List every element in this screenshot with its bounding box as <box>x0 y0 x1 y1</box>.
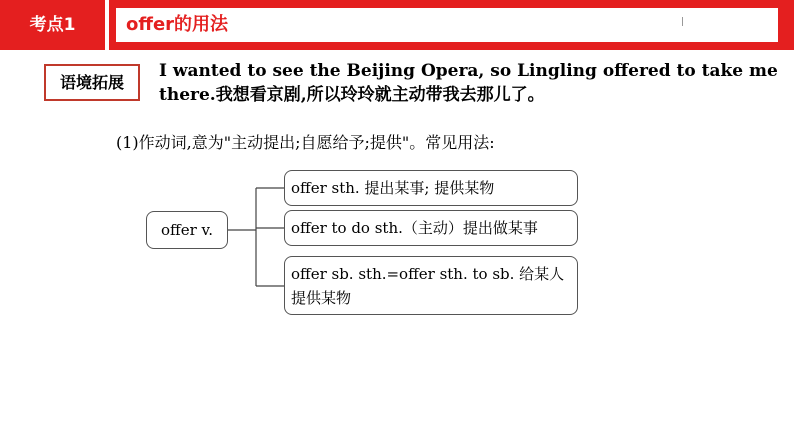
example-sentence: I wanted to see the Beijing Opera, so Lingling offered to take me there.我想看京剧,所以玲玲就主动带我去那儿了。 <box>159 61 778 105</box>
context-badge-label: 语境拓展 <box>59 73 124 92</box>
diagram-branch-label: offer to do sth.（主动）提出做某事 <box>291 219 538 237</box>
diagram-branch-node <box>284 170 578 206</box>
diagram-branch-node <box>284 210 578 246</box>
diagram-branch-label: offer sth. 提出某事; 提供某物 <box>291 179 495 197</box>
diagram-branch-label: offer sb. sth.=offer sth. to sb. 给某人提供某物 <box>291 265 565 307</box>
section-title: offer的用法 <box>126 14 229 35</box>
section-tag-label: 考点1 <box>29 15 76 35</box>
diagram-root-node <box>146 211 228 249</box>
diagram-branch-node <box>284 256 578 315</box>
diagram-root-label: offer v. <box>161 221 213 239</box>
usage-intro: (1)作动词,意为"主动提出;自愿给予;提供"。常见用法: <box>116 133 495 152</box>
